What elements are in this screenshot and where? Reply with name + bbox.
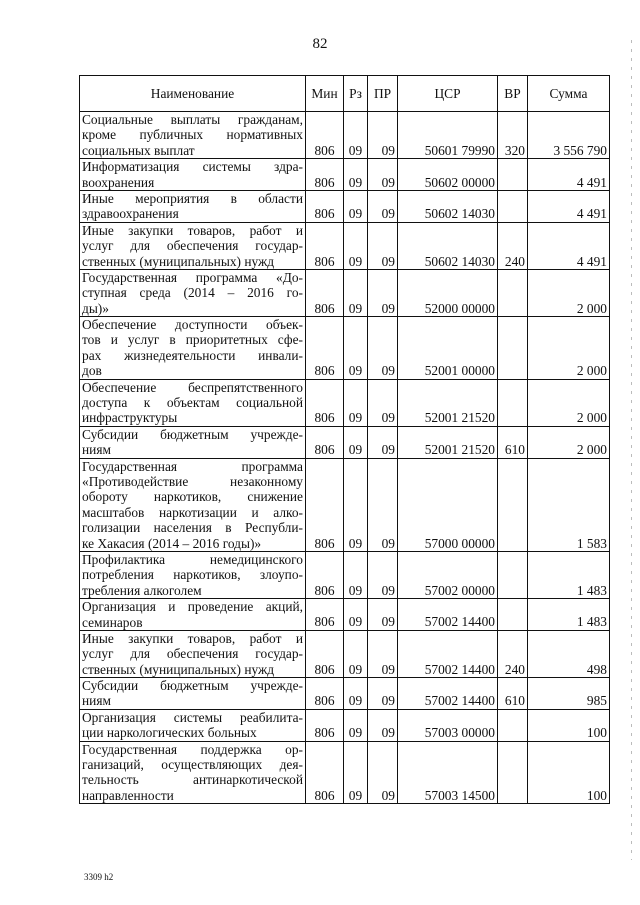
row-rz: 09 bbox=[344, 112, 368, 159]
row-name-line: Социальные выплаты гражданам, bbox=[82, 112, 303, 127]
row-csr: 57002 14400 bbox=[398, 678, 498, 710]
row-name bbox=[80, 379, 306, 426]
scan-edge-artifact bbox=[631, 40, 632, 860]
row-csr: 50602 00000 bbox=[398, 159, 498, 191]
row-rz: 09 bbox=[344, 426, 368, 458]
table-row bbox=[80, 426, 610, 458]
table-header-row bbox=[80, 76, 610, 112]
row-name-line: кроме публичных нормативных bbox=[82, 127, 303, 143]
table-row bbox=[80, 458, 610, 551]
row-min: 806 bbox=[306, 379, 344, 426]
row-pr: 09 bbox=[368, 599, 398, 631]
row-vr: 240 bbox=[498, 222, 528, 269]
row-min: 806 bbox=[306, 159, 344, 191]
row-vr: 240 bbox=[498, 630, 528, 677]
row-name-line: услуг для обеспечения государ- bbox=[82, 238, 303, 254]
row-name-line: ступная среда (2014 – 2016 го- bbox=[82, 285, 303, 301]
page-number: 82 bbox=[312, 36, 328, 52]
row-name-line: рах жизнедеятельности инвали- bbox=[82, 347, 303, 363]
row-csr: 57003 00000 bbox=[398, 709, 498, 741]
row-name-line: обороту наркотиков, снижение bbox=[82, 489, 303, 505]
header-sum: Сумма bbox=[528, 76, 610, 112]
row-name bbox=[80, 112, 306, 159]
table-body bbox=[80, 112, 610, 804]
row-name-line: Иные закупки товаров, работ и bbox=[82, 630, 303, 646]
row-name-line: требления алкоголем bbox=[82, 582, 202, 598]
row-name-line: ниям bbox=[82, 442, 111, 458]
row-name bbox=[80, 269, 306, 316]
row-csr: 57003 14500 bbox=[398, 741, 498, 804]
table-row bbox=[80, 222, 610, 269]
row-sum: 2 000 bbox=[528, 317, 610, 380]
row-name-line: тельность антинаркотической bbox=[82, 772, 303, 788]
row-name-line: ке Хакасия (2014 – 2016 годы)» bbox=[82, 535, 262, 551]
row-name-line: семинаров bbox=[82, 614, 143, 630]
row-vr bbox=[498, 709, 528, 741]
row-name-line: потребления наркотиков, злоупо- bbox=[82, 567, 303, 583]
row-pr: 09 bbox=[368, 458, 398, 551]
row-csr: 57000 00000 bbox=[398, 458, 498, 551]
row-name bbox=[80, 190, 306, 222]
row-name-line: тов и услуг в приоритетных сфе- bbox=[82, 332, 303, 348]
header-csr: ЦСР bbox=[398, 76, 498, 112]
row-csr: 50602 14030 bbox=[398, 222, 498, 269]
row-name bbox=[80, 599, 306, 631]
row-vr bbox=[498, 599, 528, 631]
row-name-line: здравоохранения bbox=[82, 206, 179, 222]
row-pr: 09 bbox=[368, 222, 398, 269]
row-sum: 4 491 bbox=[528, 190, 610, 222]
row-vr bbox=[498, 269, 528, 316]
table-row bbox=[80, 269, 610, 316]
row-sum: 100 bbox=[528, 741, 610, 804]
table-row bbox=[80, 379, 610, 426]
row-pr: 09 bbox=[368, 317, 398, 380]
row-name-line: социальных выплат bbox=[82, 142, 195, 158]
row-name-line: Организация системы реабилита- bbox=[82, 709, 303, 725]
table-row bbox=[80, 599, 610, 631]
row-name-line: Субсидии бюджетным учрежде- bbox=[82, 678, 303, 694]
row-pr: 09 bbox=[368, 159, 398, 191]
row-name-line: Информатизация системы здра- bbox=[82, 159, 303, 175]
row-name-line: Государственная поддержка ор- bbox=[82, 741, 303, 757]
row-rz: 09 bbox=[344, 599, 368, 631]
row-name-line: Организация и проведение акций, bbox=[82, 599, 303, 615]
row-name-line: ганизаций, осуществляющих дея- bbox=[82, 757, 303, 773]
row-name-line: ции наркологических больных bbox=[82, 725, 257, 741]
table-row bbox=[80, 709, 610, 741]
row-name-line: ственных (муниципальных) нужд bbox=[82, 661, 275, 677]
row-rz: 09 bbox=[344, 678, 368, 710]
row-rz: 09 bbox=[344, 709, 368, 741]
row-name-line: Иные мероприятия в области bbox=[82, 190, 303, 206]
row-sum: 1 583 bbox=[528, 458, 610, 551]
row-sum: 2 000 bbox=[528, 379, 610, 426]
row-vr: 320 bbox=[498, 112, 528, 159]
row-pr: 09 bbox=[368, 190, 398, 222]
row-vr bbox=[498, 458, 528, 551]
table-row bbox=[80, 317, 610, 380]
row-name bbox=[80, 551, 306, 598]
row-name-line: ственных (муниципальных) нужд bbox=[82, 253, 275, 269]
table-row bbox=[80, 741, 610, 804]
row-sum: 100 bbox=[528, 709, 610, 741]
row-csr: 52001 21520 bbox=[398, 426, 498, 458]
row-min: 806 bbox=[306, 317, 344, 380]
row-name-line: Обеспечение беспрепятственного bbox=[82, 379, 303, 395]
header-min: Мин bbox=[306, 76, 344, 112]
row-min: 806 bbox=[306, 269, 344, 316]
row-csr: 52001 21520 bbox=[398, 379, 498, 426]
row-pr: 09 bbox=[368, 551, 398, 598]
row-rz: 09 bbox=[344, 630, 368, 677]
row-name bbox=[80, 317, 306, 380]
row-vr: 610 bbox=[498, 678, 528, 710]
row-name-line: Профилактика немедицинского bbox=[82, 551, 303, 567]
row-csr: 50602 14030 bbox=[398, 190, 498, 222]
table-row bbox=[80, 551, 610, 598]
row-min: 806 bbox=[306, 741, 344, 804]
row-name-line: ниям bbox=[82, 693, 111, 709]
row-min: 806 bbox=[306, 599, 344, 631]
row-min: 806 bbox=[306, 678, 344, 710]
row-name-line: Иные закупки товаров, работ и bbox=[82, 222, 303, 238]
row-pr: 09 bbox=[368, 269, 398, 316]
row-vr bbox=[498, 190, 528, 222]
row-rz: 09 bbox=[344, 269, 368, 316]
row-name-line: «Противодействие незаконному bbox=[82, 473, 303, 489]
footer-code: 3309 h2 bbox=[84, 872, 114, 882]
row-rz: 09 bbox=[344, 222, 368, 269]
header-pr: ПР bbox=[368, 76, 398, 112]
row-pr: 09 bbox=[368, 379, 398, 426]
row-sum: 1 483 bbox=[528, 551, 610, 598]
row-vr bbox=[498, 551, 528, 598]
row-sum: 3 556 790 bbox=[528, 112, 610, 159]
table-row bbox=[80, 190, 610, 222]
row-name-line: направленности bbox=[82, 787, 174, 803]
row-name-line: Субсидии бюджетным учрежде- bbox=[82, 426, 303, 442]
row-name-line: доступа к объектам социальной bbox=[82, 395, 303, 411]
row-vr bbox=[498, 379, 528, 426]
row-sum: 4 491 bbox=[528, 159, 610, 191]
row-rz: 09 bbox=[344, 741, 368, 804]
row-vr: 610 bbox=[498, 426, 528, 458]
row-name bbox=[80, 222, 306, 269]
row-name-line: масштабов наркотизации и алко- bbox=[82, 504, 303, 520]
row-name-line: дов bbox=[82, 363, 102, 379]
row-rz: 09 bbox=[344, 317, 368, 380]
row-min: 806 bbox=[306, 222, 344, 269]
row-vr bbox=[498, 159, 528, 191]
row-min: 806 bbox=[306, 426, 344, 458]
header-vr: ВР bbox=[498, 76, 528, 112]
row-csr: 52000 00000 bbox=[398, 269, 498, 316]
row-name bbox=[80, 630, 306, 677]
row-min: 806 bbox=[306, 190, 344, 222]
row-sum: 985 bbox=[528, 678, 610, 710]
row-rz: 09 bbox=[344, 551, 368, 598]
table-row bbox=[80, 112, 610, 159]
header-rz: Рз bbox=[344, 76, 368, 112]
row-sum: 1 483 bbox=[528, 599, 610, 631]
row-pr: 09 bbox=[368, 678, 398, 710]
row-name-line: инфраструктуры bbox=[82, 410, 178, 426]
row-csr: 57002 14400 bbox=[398, 630, 498, 677]
row-csr: 57002 14400 bbox=[398, 599, 498, 631]
row-name-line: ды)» bbox=[82, 300, 109, 316]
row-csr: 50601 79990 bbox=[398, 112, 498, 159]
row-min: 806 bbox=[306, 458, 344, 551]
row-pr: 09 bbox=[368, 426, 398, 458]
row-name-line: голизации населения в Республи- bbox=[82, 520, 303, 536]
row-name-line: Обеспечение доступности объек- bbox=[82, 317, 303, 333]
row-rz: 09 bbox=[344, 190, 368, 222]
row-name-line: Государственная программа «До- bbox=[82, 269, 303, 285]
row-csr: 52001 00000 bbox=[398, 317, 498, 380]
row-name bbox=[80, 426, 306, 458]
row-min: 806 bbox=[306, 630, 344, 677]
row-sum: 498 bbox=[528, 630, 610, 677]
row-min: 806 bbox=[306, 112, 344, 159]
row-sum: 2 000 bbox=[528, 426, 610, 458]
row-min: 806 bbox=[306, 709, 344, 741]
row-name bbox=[80, 678, 306, 710]
row-vr bbox=[498, 741, 528, 804]
row-name bbox=[80, 709, 306, 741]
row-pr: 09 bbox=[368, 630, 398, 677]
row-pr: 09 bbox=[368, 112, 398, 159]
row-sum: 2 000 bbox=[528, 269, 610, 316]
row-name bbox=[80, 741, 306, 804]
row-rz: 09 bbox=[344, 458, 368, 551]
row-rz: 09 bbox=[344, 159, 368, 191]
header-name: Наименование bbox=[80, 76, 306, 112]
row-vr bbox=[498, 317, 528, 380]
row-name bbox=[80, 458, 306, 551]
row-csr: 57002 00000 bbox=[398, 551, 498, 598]
table-row bbox=[80, 678, 610, 710]
row-rz: 09 bbox=[344, 379, 368, 426]
table-row bbox=[80, 630, 610, 677]
row-name-line: услуг для обеспечения государ- bbox=[82, 646, 303, 662]
row-name bbox=[80, 159, 306, 191]
row-pr: 09 bbox=[368, 709, 398, 741]
row-name-line: Государственная программа bbox=[82, 458, 303, 474]
table-row bbox=[80, 159, 610, 191]
row-name-line: воохранения bbox=[82, 174, 155, 190]
row-pr: 09 bbox=[368, 741, 398, 804]
row-min: 806 bbox=[306, 551, 344, 598]
budget-table bbox=[79, 75, 610, 804]
row-sum: 4 491 bbox=[528, 222, 610, 269]
